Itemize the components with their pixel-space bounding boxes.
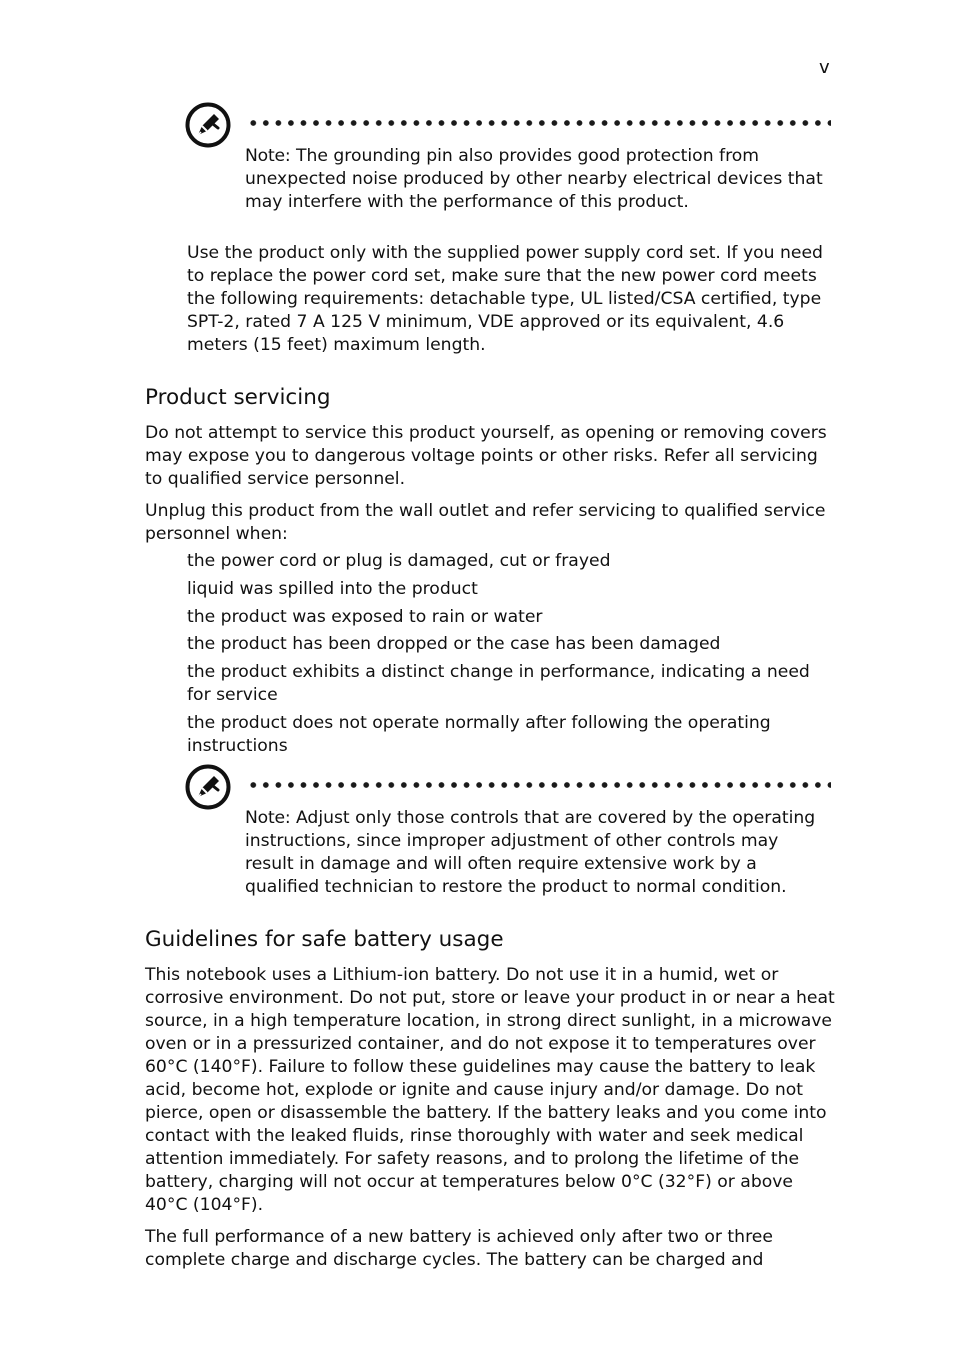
note-box bbox=[185, 102, 831, 222]
note-box bbox=[185, 764, 831, 904]
section-heading-battery: Guidelines for safe battery usage bbox=[145, 927, 504, 952]
power-cord-paragraph: Use the product only with the supplied power supply cord set. If you need to replace the power cord set, make sure that the new power cord meets the following requirements: detachable type, UL listed/CSA certified, type SPT-2, rated 7 A 125 V minimum, VDE approved or its equivalent, 4.6 meters (15 feet) maximum length. bbox=[187, 243, 823, 355]
dotted-separator bbox=[247, 782, 831, 788]
note-body: The grounding pin also provides good protection from unexpected noise produced by other nearby electrical devices that may interfere with the performance of this product. bbox=[245, 146, 823, 212]
note-label: Note: bbox=[245, 808, 291, 828]
dotted-separator bbox=[247, 120, 831, 126]
section-heading-product-servicing: Product servicing bbox=[145, 385, 331, 410]
note-text bbox=[245, 807, 825, 899]
page-number: v bbox=[819, 57, 830, 78]
note-body: Adjust only those controls that are covered by the operating instructions, since improper adjustment of other controls may result in damage and will often require extensive work by a qualified technician to restore the product to normal condition. bbox=[245, 808, 816, 897]
servicing-paragraph-2: Unplug this product from the wall outlet and refer servicing to qualified service personnel when: bbox=[145, 501, 826, 544]
battery-paragraph-1: This notebook uses a Lithium-ion battery. Do not use it in a humid, wet or corrosive environment. Do not put, store or leave your product in or near a heat source, in a high temperature location, in strong direct sunlight, in a microwave oven or in a pressurized container, and do not expose it to temperatures over 60°C (140°F). Failure to follow these guidelines may cause the battery to leak acid, become hot, explode or ignite and cause injury and/or damage. Do not pierce, open or disassemble the battery. If the battery leaks and you come into contact with the leaked fluids, rinse thoroughly with water and seek medical attention immediately. For safety reasons, and to prolong the lifetime of the battery, charging will not occur at temperatures below 0°C (32°F) or above 40°C (104°F). bbox=[145, 965, 835, 1215]
note-pen-icon bbox=[185, 102, 231, 148]
list-item: liquid was spilled into the product bbox=[187, 579, 478, 599]
servicing-paragraph-1: Do not attempt to service this product yourself, as opening or removing covers may expose you to dangerous voltage points or other risks. Refer all servicing to qualified service personnel. bbox=[145, 423, 827, 489]
note-pen-icon bbox=[185, 764, 231, 810]
battery-paragraph-2: The full performance of a new battery is achieved only after two or three complete charge and discharge cycles. The battery can be charged and bbox=[145, 1227, 773, 1270]
list-item: the product does not operate normally after following the operating instructions bbox=[187, 713, 771, 756]
note-label: Note: bbox=[245, 146, 291, 166]
list-item: the product was exposed to rain or water bbox=[187, 607, 543, 627]
list-item: the product exhibits a distinct change in performance, indicating a need for service bbox=[187, 662, 810, 705]
note-text bbox=[245, 145, 825, 214]
list-item: the power cord or plug is damaged, cut or frayed bbox=[187, 551, 611, 571]
list-item: the product has been dropped or the case has been damaged bbox=[187, 634, 721, 654]
